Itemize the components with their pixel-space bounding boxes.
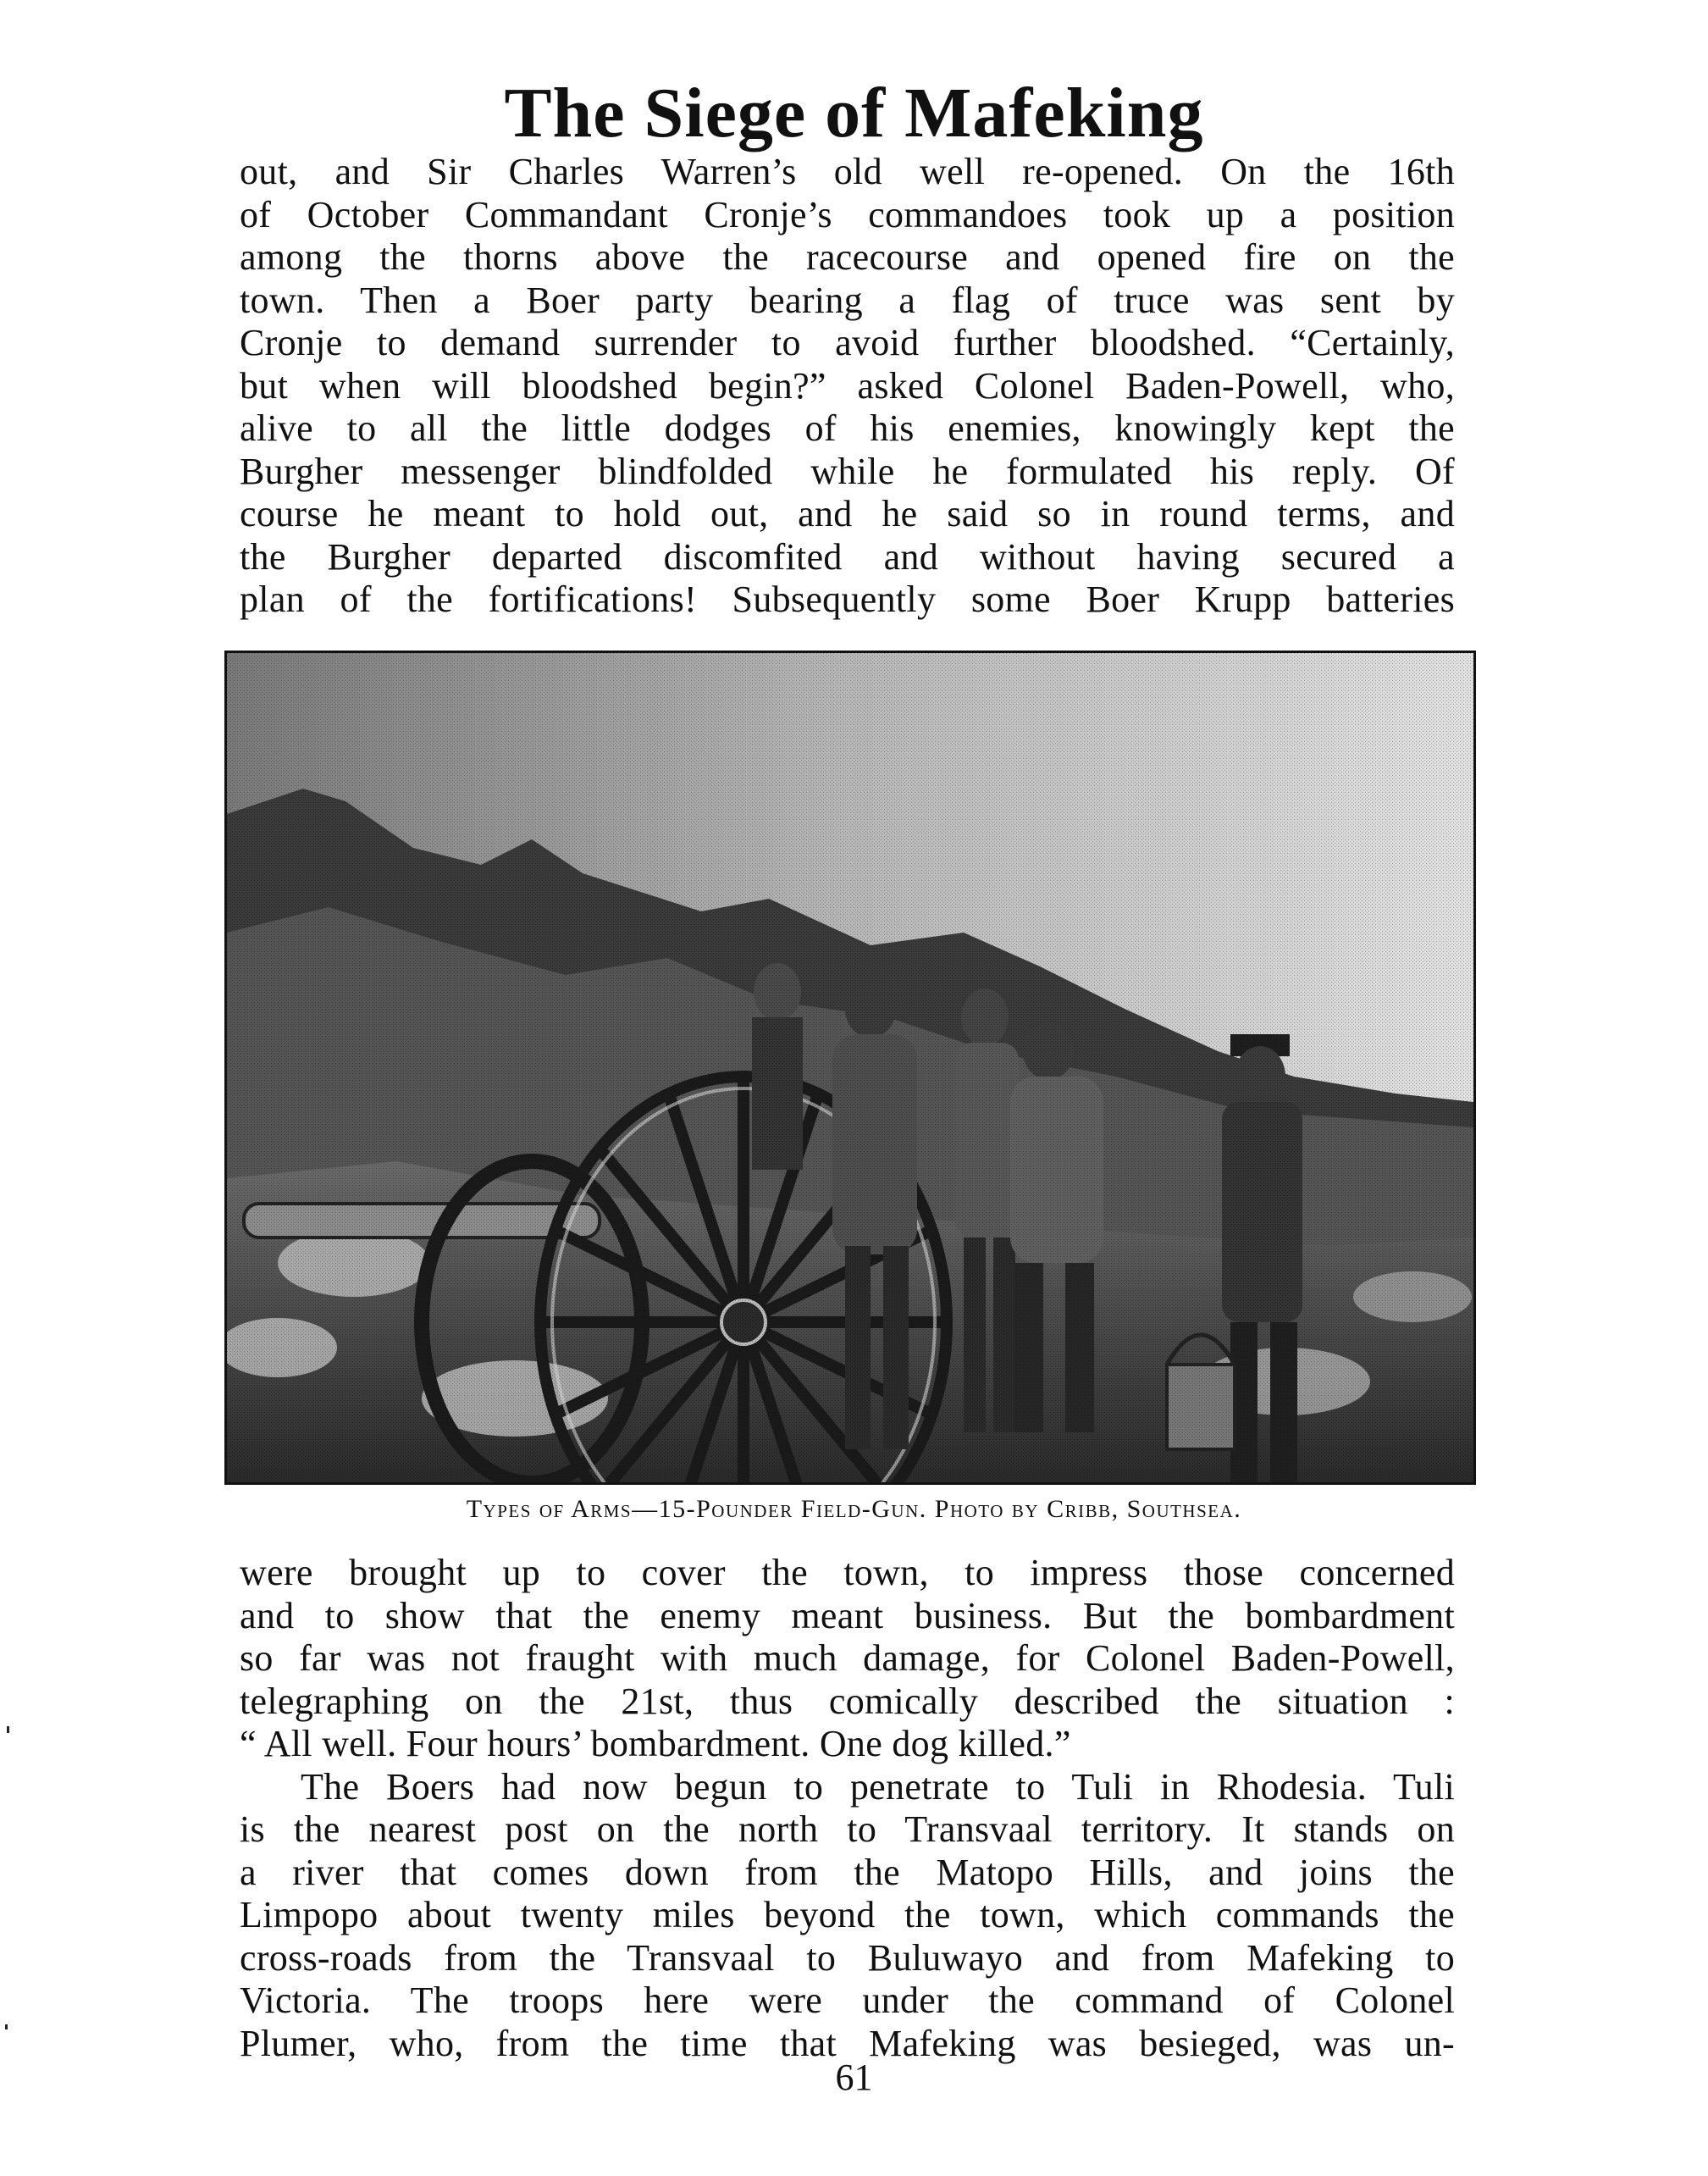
text-line: Limpopo about twenty miles beyond the town, which commands the xyxy=(240,1894,1455,1935)
text-line: the Burgher departed discomfited and without having secured a xyxy=(240,535,1455,578)
text-line: course he meant to hold out, and he said so in round terms, and xyxy=(240,493,1455,534)
text-line: a river that comes down from the Matopo Hills, and joins the xyxy=(240,1851,1455,1893)
text-line: cross-roads from the Transvaal to Buluwayo and from Mafeking to xyxy=(240,1936,1455,1979)
text-line: Burgher messenger blindfolded while he formulated his reply. Of xyxy=(240,450,1455,492)
text-line: Plumer, who, from the time that Mafeking was besieged, was un- xyxy=(240,2022,1455,2064)
text-line: plan of the fortifications! Subsequently some Boer Krupp batteries xyxy=(240,579,1455,620)
field-gun-photograph xyxy=(224,651,1476,1485)
text-line: “ All well. Four hours’ bombardment. One dog killed.” xyxy=(240,1723,1071,1764)
text-line: out, and Sir Charles Warren’s old well re-opened. On the 16th xyxy=(240,151,1455,192)
photo-illustration xyxy=(227,653,1473,1482)
scan-artifact-mark xyxy=(7,1726,9,1733)
text-line: were brought up to cover the town, to impress those concerned xyxy=(240,1552,1455,1593)
figure-caption: Types of Arms—15-Pounder Field-Gun. Photo by Cribb, Southsea. xyxy=(466,1495,1242,1523)
text-line: Cronje to demand surrender to avoid further bloodshed. “Certainly, xyxy=(240,322,1455,363)
text-line: of October Commandant Cronje’s commandoes took up a position xyxy=(240,193,1455,235)
text-line: The Boers had now begun to penetrate to Tuli in Rhodesia. Tuli xyxy=(301,1765,1455,1808)
text-line: but when will bloodshed begin?” asked Colonel Baden-Powell, who, xyxy=(240,364,1455,407)
text-line: telegraphing on the 21st, thus comically described the situation : xyxy=(240,1680,1455,1722)
text-line: and to show that the enemy meant business. But the bombardment xyxy=(240,1594,1455,1636)
text-line: so far was not fraught with much damage, for Colonel Baden-Powell, xyxy=(240,1637,1455,1679)
scan-artifact-mark xyxy=(5,2024,8,2029)
text-line: town. Then a Boer party bearing a flag of truce was sent by xyxy=(240,279,1455,321)
page-title: The Siege of Mafeking xyxy=(504,74,1204,153)
text-line: Victoria. The troops here were under the command of Colonel xyxy=(240,1979,1455,2021)
text-line: among the thorns above the racecourse and opened fire on the xyxy=(240,236,1455,278)
paragraph-bottom xyxy=(240,1552,1455,2065)
page-number: 61 xyxy=(835,2057,873,2098)
paragraph-top xyxy=(240,151,1455,622)
text-line: is the nearest post on the north to Transvaal territory. It stands on xyxy=(240,1808,1455,1850)
text-line: alive to all the little dodges of his enemies, knowingly kept the xyxy=(240,407,1455,449)
